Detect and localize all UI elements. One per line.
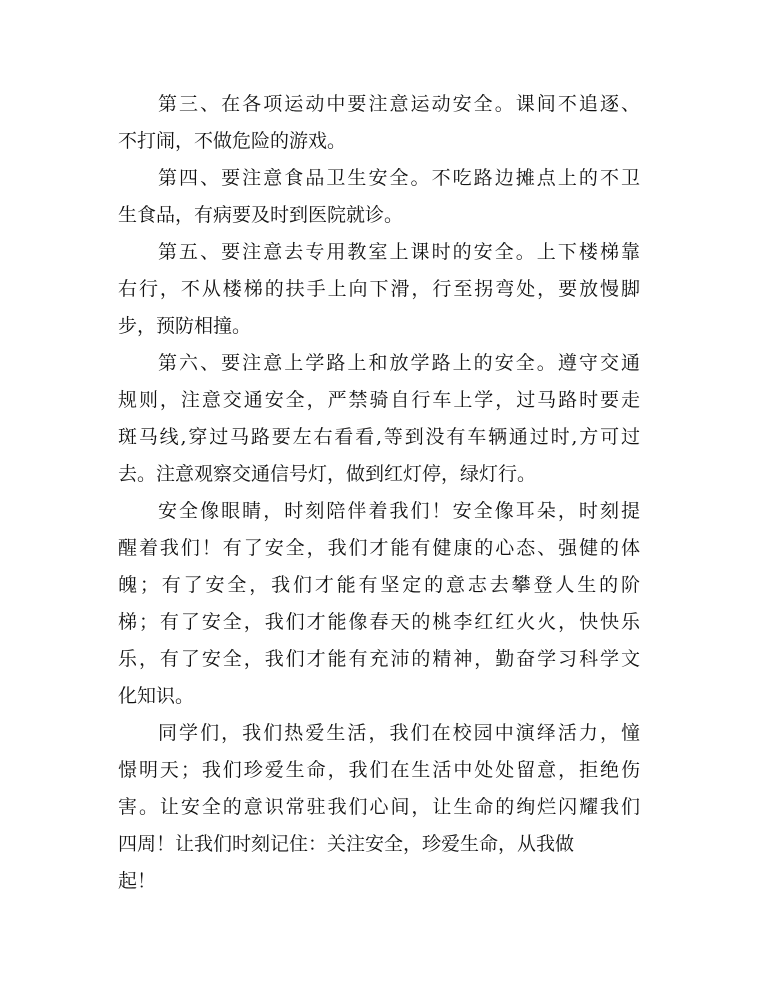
text-line: 梯；有了安全，我们才能像春天的桃李红红火火，快快乐 xyxy=(118,611,640,633)
text-line: 第三、在各项运动中要注意运动安全。课间不追逐、 xyxy=(158,93,640,115)
text-line: 醒着我们！有了安全，我们才能有健康的心态、强健的体 xyxy=(118,537,640,559)
text-line: 第四、要注意食品卫生安全。不吃路边摊点上的不卫 xyxy=(158,167,640,189)
text-line: 第六、要注意上学路上和放学路上的安全。遵守交通 xyxy=(158,352,640,374)
text-line: 步，预防相撞。 xyxy=(118,315,252,337)
text-line: 不打闹，不做危险的游戏。 xyxy=(118,130,347,152)
text-line: 同学们，我们热爱生活，我们在校园中演绎活力，憧 xyxy=(158,722,640,744)
text-line: 四周！让我们时刻记住：关注安全，珍爱生命，从我做 xyxy=(118,833,575,855)
text-line: 去。注意观察交通信号灯，做到红灯停，绿灯行。 xyxy=(118,463,537,485)
text-line: 斑马线,穿过马路要左右看看,等到没有车辆通过时,方可过 xyxy=(118,426,640,448)
text-line: 生食品，有病要及时到医院就诊。 xyxy=(118,204,404,226)
text-line: 憬明天；我们珍爱生命，我们在生活中处处留意，拒绝伤 xyxy=(118,759,640,781)
text-line: 害。让安全的意识常驻我们心间，让生命的绚烂闪耀我们 xyxy=(118,796,640,818)
document-body xyxy=(118,86,640,900)
text-line: 规则，注意交通安全，严禁骑自行车上学，过马路时要走 xyxy=(118,389,640,411)
text-line: 第五、要注意去专用教室上课时的安全。上下楼梯靠 xyxy=(158,241,640,263)
text-line: 起！ xyxy=(118,870,157,892)
text-line: 化知识。 xyxy=(118,685,195,707)
text-line: 乐，有了安全，我们才能有充沛的精神，勤奋学习科学文 xyxy=(118,648,640,670)
text-line: 安全像眼睛，时刻陪伴着我们！安全像耳朵，时刻提 xyxy=(158,500,640,522)
text-line: 魄；有了安全，我们才能有坚定的意志去攀登人生的阶 xyxy=(118,574,640,596)
text-line: 右行，不从楼梯的扶手上向下滑，行至拐弯处，要放慢脚 xyxy=(118,278,640,300)
